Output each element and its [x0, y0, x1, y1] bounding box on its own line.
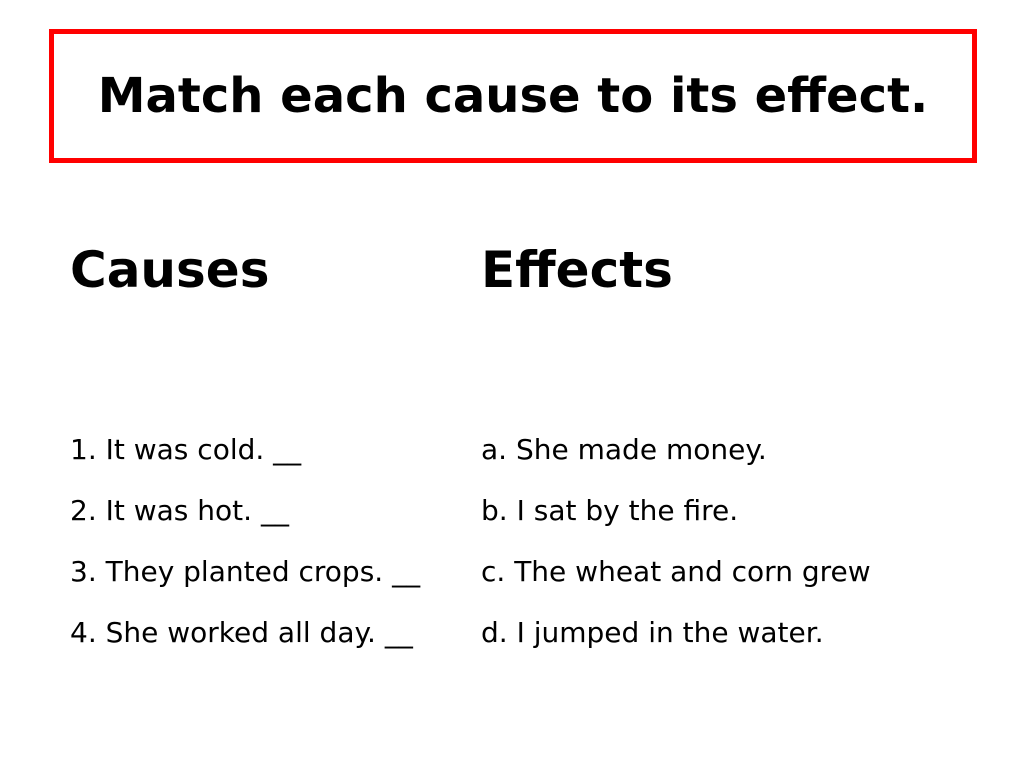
cause-item-2: 2. It was hot. __: [70, 494, 289, 527]
effect-item-d: d. I jumped in the water.: [481, 616, 824, 649]
cause-item-4: 4. She worked all day. __: [70, 616, 413, 649]
effects-heading: Effects: [481, 241, 673, 299]
causes-heading: Causes: [70, 241, 270, 299]
cause-item-1: 1. It was cold. __: [70, 433, 302, 466]
effect-item-b: b. I sat by the fire.: [481, 494, 739, 527]
page-title: Match each cause to its effect.: [97, 68, 929, 124]
effect-item-a: a. She made money.: [481, 433, 767, 466]
effect-item-c: c. The wheat and corn grew: [481, 555, 871, 588]
cause-item-3: 3. They planted crops. __: [70, 555, 421, 588]
title-box: [49, 29, 977, 163]
